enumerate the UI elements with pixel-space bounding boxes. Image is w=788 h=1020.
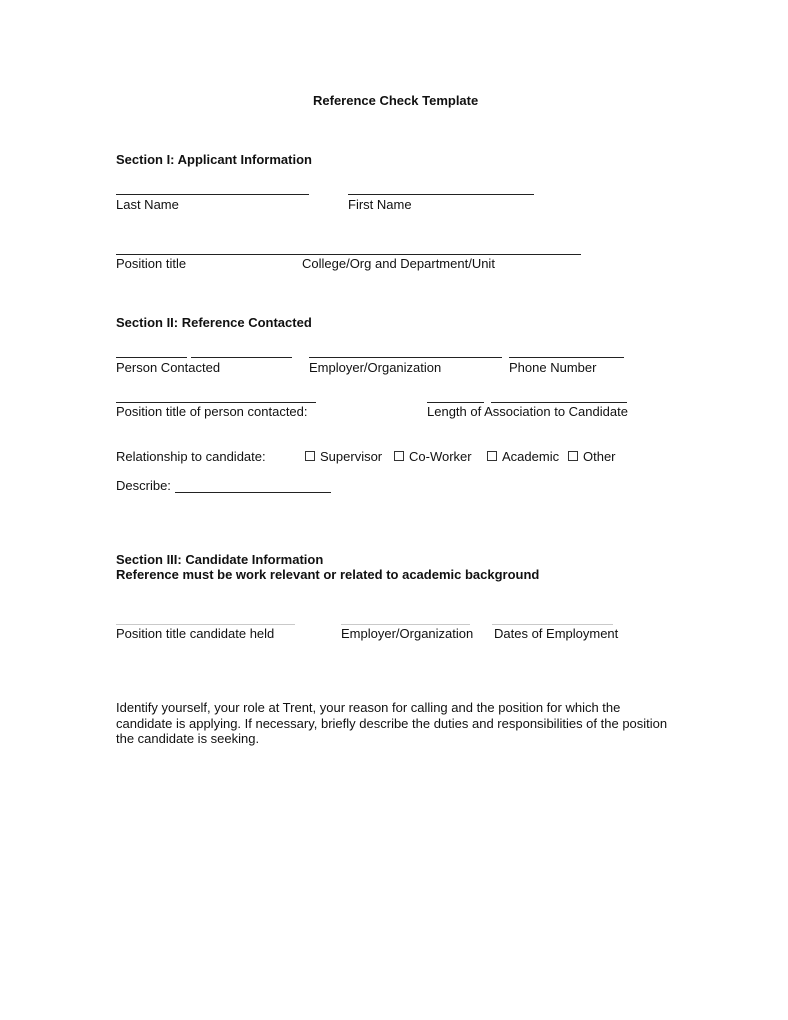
option-other[interactable]: Other (568, 449, 616, 464)
option-co-worker[interactable]: Co-Worker (394, 449, 472, 464)
section-1-heading: Section I: Applicant Information (116, 152, 312, 167)
describe-line[interactable] (175, 492, 331, 493)
employer-line[interactable] (309, 357, 502, 358)
position-held-line[interactable] (116, 624, 295, 625)
last-name-line[interactable] (116, 194, 309, 195)
candidate-employer-label: Employer/Organization (341, 626, 474, 641)
person-contacted-label: Person Contacted (116, 360, 221, 375)
first-name-label: First Name (348, 197, 412, 212)
candidate-employer-line[interactable] (341, 624, 470, 625)
phone-label: Phone Number (509, 360, 597, 375)
last-name-label: Last Name (116, 197, 179, 212)
instructions-line: Identify yourself, your role at Trent, your reason for calling and the position for which the (116, 700, 621, 715)
length-line-b[interactable] (491, 402, 627, 403)
dates-line[interactable] (492, 624, 613, 625)
instructions-line: the candidate is seeking. (116, 731, 260, 746)
section-3-subheading: Reference must be work relevant or related to academic background (116, 567, 540, 582)
section-2-heading: Section II: Reference Contacted (116, 315, 312, 330)
college-label: College/Org and Department/Unit (302, 256, 495, 271)
length-line-a[interactable] (427, 402, 484, 403)
position-contacted-line[interactable] (116, 402, 316, 403)
person-contacted-line-b[interactable] (191, 357, 292, 358)
option-academic[interactable]: Academic (487, 449, 559, 464)
checkbox-icon[interactable] (568, 451, 578, 461)
instructions-paragraph (116, 700, 676, 747)
person-contacted-line-a[interactable] (116, 357, 187, 358)
checkbox-icon[interactable] (305, 451, 315, 461)
instructions-line: candidate is applying. If necessary, briefly describe the duties and responsibilities of the position (116, 715, 668, 731)
position-held-label: Position title candidate held (116, 626, 275, 641)
checkbox-icon[interactable] (394, 451, 404, 461)
document-title: Reference Check Template (313, 93, 479, 108)
position-college-line[interactable] (116, 254, 581, 255)
checkbox-icon[interactable] (487, 451, 497, 461)
phone-line[interactable] (509, 357, 624, 358)
employer-label: Employer/Organization (309, 360, 442, 375)
position-contacted-label: Position title of person contacted: (116, 404, 308, 419)
position-title-label: Position title (116, 256, 187, 271)
dates-label: Dates of Employment (494, 626, 619, 641)
option-supervisor[interactable]: Supervisor (305, 449, 382, 464)
first-name-line[interactable] (348, 194, 534, 195)
section-3-heading: Section III: Candidate Information (116, 552, 324, 567)
length-association-label: Length of Association to Candidate (427, 404, 628, 419)
describe-label: Describe: (116, 478, 171, 493)
relationship-label: Relationship to candidate: (116, 449, 266, 464)
